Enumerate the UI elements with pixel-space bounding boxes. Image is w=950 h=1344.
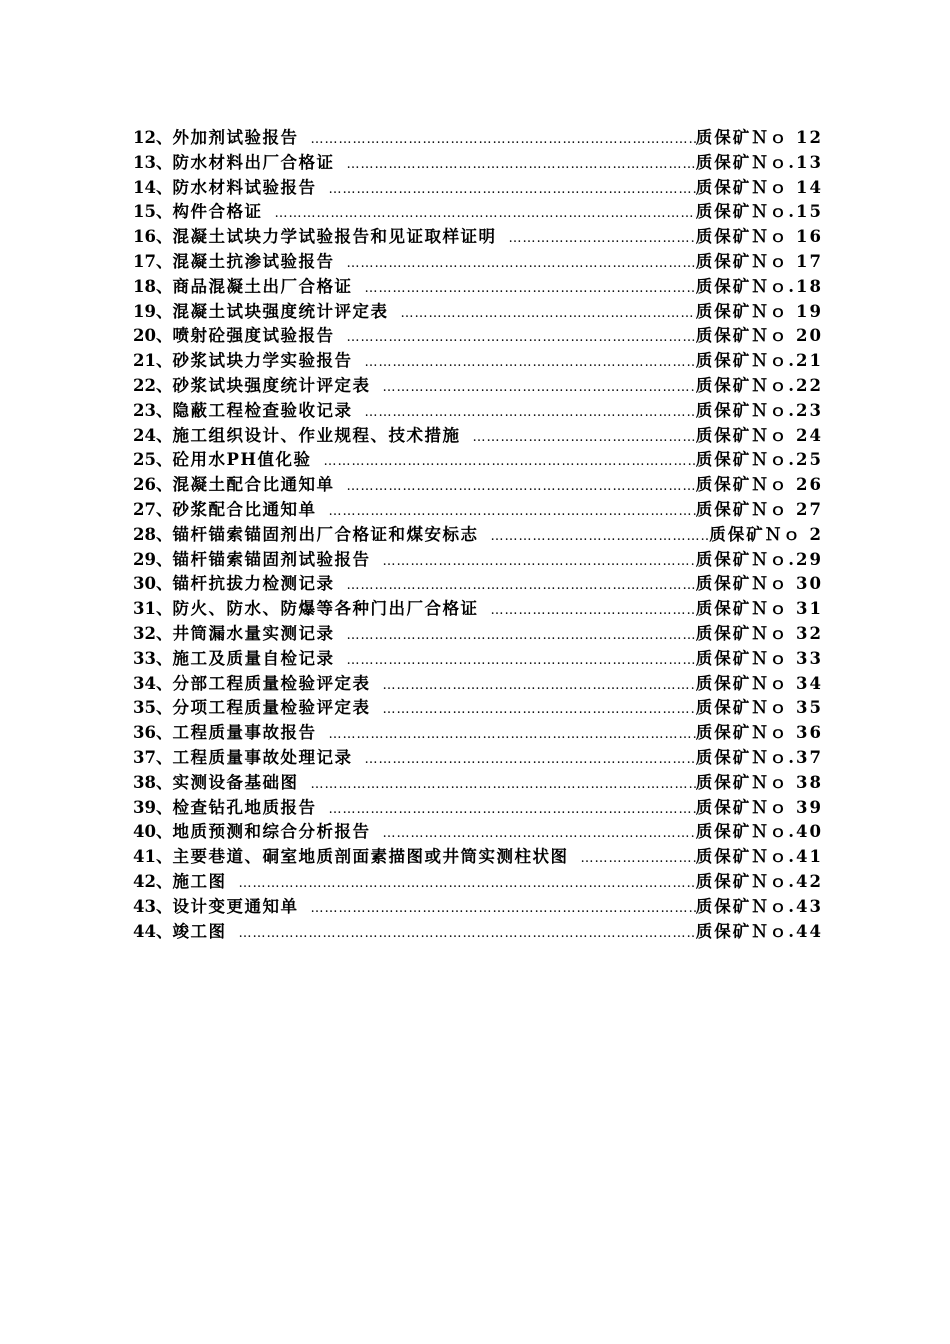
toc-dot-leader <box>346 252 695 277</box>
toc-entry-reference: 质保矿Ｎｏ.22 <box>695 375 823 395</box>
toc-dot-leader <box>346 649 695 674</box>
toc-entry-reference: 质保矿Ｎｏ.21 <box>695 351 823 371</box>
toc-entry <box>133 349 823 374</box>
toc-entry-reference: 质保矿Ｎｏ 35 <box>695 698 823 718</box>
toc-entry-number: 12、 <box>133 128 173 147</box>
toc-entry-title: 砼用水PH值化验 <box>172 450 312 470</box>
toc-entry-title: 设计变更通知单 <box>172 896 299 916</box>
toc-dot-leader <box>364 748 695 773</box>
toc-entry <box>133 275 823 300</box>
toc-entry-title: 防水材料出厂合格证 <box>172 152 335 172</box>
toc-entry-reference: 质保矿Ｎｏ 24 <box>695 425 823 445</box>
toc-entry-reference: 质保矿Ｎｏ 27 <box>695 499 823 519</box>
toc-dot-leader <box>382 698 695 723</box>
toc-entry-reference: 质保矿Ｎｏ 17 <box>695 251 823 271</box>
toc-entry-reference: 质保矿Ｎｏ 12 <box>695 128 823 147</box>
toc-entry-reference: 质保矿Ｎｏ 2 <box>709 524 823 544</box>
toc-entry <box>133 151 823 176</box>
toc-entry <box>133 672 823 697</box>
toc-entry-reference: 质保矿Ｎｏ 38 <box>695 772 823 792</box>
toc-entry-reference: 质保矿Ｎｏ 31 <box>695 599 823 619</box>
toc-entry-title: 施工组织设计、作业规程、技术措施 <box>172 425 461 445</box>
toc-dot-leader <box>364 351 695 376</box>
toc-dot-leader <box>346 475 695 500</box>
toc-dot-leader <box>328 798 695 823</box>
toc-entry-reference: 质保矿Ｎｏ 20 <box>695 326 823 346</box>
toc-entry-number: 29、 <box>133 549 173 569</box>
toc-dot-leader <box>508 227 695 252</box>
toc-dot-leader <box>364 401 695 426</box>
toc-entry <box>133 696 823 721</box>
toc-entry-title: 商品混凝土出厂合格证 <box>172 276 353 296</box>
toc-entry <box>133 498 823 523</box>
toc-dot-leader <box>382 674 695 699</box>
toc-entry-title: 工程质量事故报告 <box>172 723 317 743</box>
toc-dot-leader <box>346 624 695 649</box>
toc-entry-number: 30、 <box>133 574 173 594</box>
toc-entry-title: 混凝土试块强度统计评定表 <box>172 301 389 321</box>
toc-entry-title: 分项工程质量检验评定表 <box>172 698 371 718</box>
toc-entry-number: 19、 <box>133 301 173 321</box>
toc-entry-number: 24、 <box>133 425 173 445</box>
toc-dot-leader <box>328 723 695 748</box>
toc-entry-title: 竣工图 <box>172 921 227 941</box>
toc-entry-title: 砂浆试块强度统计评定表 <box>172 375 371 395</box>
toc-entry-number: 35、 <box>133 698 173 718</box>
toc-entry-reference: 质保矿Ｎｏ.40 <box>695 822 823 842</box>
toc-dot-leader <box>346 326 695 351</box>
toc-entry-number: 25、 <box>133 450 173 470</box>
toc-entry-title: 混凝土配合比通知单 <box>172 475 335 495</box>
toc-entry-reference: 质保矿Ｎｏ 30 <box>695 574 823 594</box>
toc-entry <box>133 796 823 821</box>
toc-entry-number: 39、 <box>133 797 173 817</box>
toc-entry-number: 34、 <box>133 673 173 693</box>
toc-entry-title: 工程质量事故处理记录 <box>172 747 353 767</box>
toc-entry-title: 地质预测和综合分析报告 <box>172 822 371 842</box>
toc-entry-number: 43、 <box>133 896 173 916</box>
toc-dot-leader <box>472 426 695 451</box>
toc-entry-title: 防水材料试验报告 <box>172 177 317 197</box>
toc-entry-title: 锚杆锚索锚固剂试验报告 <box>172 549 371 569</box>
toc-entry-reference: 质保矿Ｎｏ 14 <box>695 177 823 197</box>
toc-entry-reference: 质保矿Ｎｏ 32 <box>695 623 823 643</box>
toc-entry-title: 构件合格证 <box>172 202 263 222</box>
toc-entry-title: 检查钻孔地质报告 <box>172 797 317 817</box>
toc-entry-number: 41、 <box>133 847 173 867</box>
toc-entry-title: 砂浆试块力学实验报告 <box>172 351 353 371</box>
toc-entry <box>133 572 823 597</box>
toc-dot-leader <box>238 872 695 897</box>
toc-entry <box>133 548 823 573</box>
toc-entry <box>133 473 823 498</box>
toc-entry-number: 16、 <box>133 227 173 247</box>
toc-entry-number: 33、 <box>133 648 173 668</box>
toc-entry <box>133 448 823 473</box>
toc-entry-reference: 质保矿Ｎｏ.37 <box>695 747 823 767</box>
toc-dot-leader <box>238 922 695 947</box>
toc-entry-title: 施工及质量自检记录 <box>172 648 335 668</box>
toc-entry <box>133 647 823 672</box>
toc-entry-number: 22、 <box>133 375 173 395</box>
toc-entry-reference: 质保矿Ｎｏ 19 <box>695 301 823 321</box>
toc-entry-reference: 质保矿Ｎｏ 26 <box>695 475 823 495</box>
toc-entry-title: 主要巷道、硐室地质剖面素描图或井筒实测柱状图 <box>172 847 569 867</box>
toc-entry-number: 38、 <box>133 772 173 792</box>
toc-entry-reference: 质保矿Ｎｏ.44 <box>695 921 823 941</box>
toc-dot-leader <box>382 376 695 401</box>
toc-entry-title: 锚杆锚索锚固剂出厂合格证和煤安标志 <box>172 524 479 544</box>
toc-entry <box>133 250 823 275</box>
toc-entry-number: 28、 <box>133 524 173 544</box>
toc-entry <box>133 845 823 870</box>
toc-entry <box>133 895 823 920</box>
toc-entry <box>133 176 823 201</box>
toc-entry <box>133 771 823 796</box>
table-of-contents <box>133 126 823 944</box>
toc-dot-leader <box>274 202 695 227</box>
toc-dot-leader <box>310 128 695 153</box>
toc-dot-leader <box>328 500 695 525</box>
toc-entry <box>133 300 823 325</box>
toc-entry-number: 32、 <box>133 623 173 643</box>
toc-entry-number: 17、 <box>133 251 173 271</box>
toc-entry-reference: 质保矿Ｎｏ 39 <box>695 797 823 817</box>
toc-entry <box>133 820 823 845</box>
toc-entry-number: 31、 <box>133 599 173 619</box>
toc-entry-title: 施工图 <box>172 871 227 891</box>
toc-dot-leader <box>490 525 709 550</box>
toc-entry <box>133 746 823 771</box>
toc-dot-leader <box>346 574 695 599</box>
toc-entry-reference: 质保矿Ｎｏ.42 <box>695 871 823 891</box>
toc-entry-title: 砂浆配合比通知单 <box>172 499 317 519</box>
toc-entry-number: 44、 <box>133 921 173 941</box>
toc-entry-number: 18、 <box>133 276 173 296</box>
toc-entry-title: 锚杆抗拔力检测记录 <box>172 574 335 594</box>
toc-entry-number: 37、 <box>133 747 173 767</box>
toc-entry <box>133 597 823 622</box>
toc-entry <box>133 920 823 945</box>
toc-entry <box>133 200 823 225</box>
toc-entry <box>133 622 823 647</box>
toc-dot-leader <box>310 773 695 798</box>
toc-entry-reference: 质保矿Ｎｏ.23 <box>695 400 823 420</box>
toc-entry-reference: 质保矿Ｎｏ.41 <box>695 847 823 867</box>
toc-entry-number: 20、 <box>133 326 173 346</box>
toc-entry-number: 27、 <box>133 499 173 519</box>
toc-entry-reference: 质保矿Ｎｏ.29 <box>695 549 823 569</box>
toc-entry-title: 防火、防水、防爆等各种门出厂合格证 <box>172 599 479 619</box>
toc-entry-title: 实测设备基础图 <box>172 772 299 792</box>
toc-entry-number: 36、 <box>133 723 173 743</box>
toc-entry-reference: 质保矿Ｎｏ 34 <box>695 673 823 693</box>
toc-entry-reference: 质保矿Ｎｏ 36 <box>695 723 823 743</box>
toc-entry-number: 40、 <box>133 822 173 842</box>
toc-dot-leader <box>310 897 695 922</box>
toc-entry <box>133 324 823 349</box>
toc-dot-leader <box>382 550 695 575</box>
toc-entry-reference: 质保矿Ｎｏ 16 <box>695 227 823 247</box>
toc-entry-number: 15、 <box>133 202 173 222</box>
toc-entry <box>133 424 823 449</box>
toc-entry-title: 井筒漏水量实测记录 <box>172 623 335 643</box>
toc-dot-leader <box>328 178 695 203</box>
toc-entry-number: 26、 <box>133 475 173 495</box>
toc-entry-reference: 质保矿Ｎｏ.15 <box>695 202 823 222</box>
toc-entry <box>133 374 823 399</box>
toc-entry-reference: 质保矿Ｎｏ.18 <box>695 276 823 296</box>
toc-entry-title: 混凝土试块力学试验报告和见证取样证明 <box>172 227 497 247</box>
toc-entry-reference: 质保矿Ｎｏ.43 <box>695 896 823 916</box>
toc-entry-title: 隐蔽工程检查验收记录 <box>172 400 353 420</box>
toc-entry-reference: 质保矿Ｎｏ.25 <box>695 450 823 470</box>
toc-entry <box>133 225 823 250</box>
toc-entry <box>133 399 823 424</box>
toc-dot-leader <box>382 822 695 847</box>
toc-entry-reference: 质保矿Ｎｏ.13 <box>695 152 823 172</box>
toc-entry-number: 23、 <box>133 400 173 420</box>
toc-dot-leader <box>400 302 695 327</box>
toc-entry-title: 外加剂试验报告 <box>172 128 299 147</box>
toc-dot-leader <box>346 153 695 178</box>
toc-entry-number: 42、 <box>133 871 173 891</box>
toc-dot-leader <box>364 277 695 302</box>
toc-entry-title: 喷射砼强度试验报告 <box>172 326 335 346</box>
toc-entry-title: 混凝土抗渗试验报告 <box>172 251 335 271</box>
toc-entry <box>133 523 823 548</box>
toc-entry-number: 13、 <box>133 152 173 172</box>
toc-entry <box>133 126 823 151</box>
toc-entry <box>133 721 823 746</box>
toc-dot-leader <box>323 450 695 475</box>
toc-dot-leader <box>490 599 695 624</box>
toc-entry-title: 分部工程质量检验评定表 <box>172 673 371 693</box>
toc-dot-leader <box>580 847 695 872</box>
toc-entry-reference: 质保矿Ｎｏ 33 <box>695 648 823 668</box>
toc-entry-number: 14、 <box>133 177 173 197</box>
toc-entry-number: 21、 <box>133 351 173 371</box>
toc-entry <box>133 870 823 895</box>
